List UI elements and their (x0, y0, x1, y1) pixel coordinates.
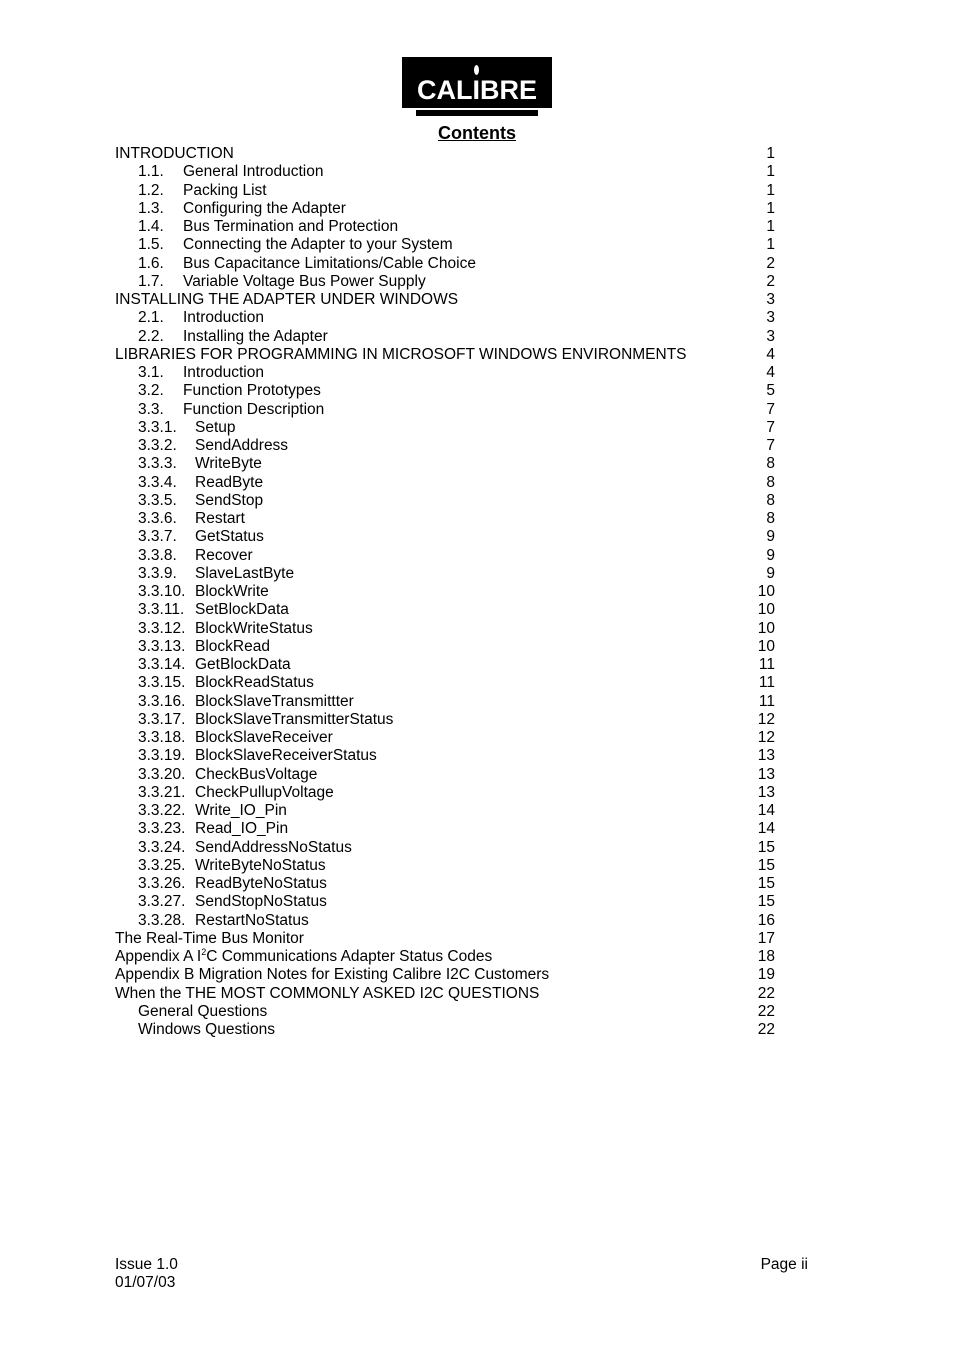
toc-entry-page: 9 (766, 528, 775, 546)
toc-entry-number: 2.2. (138, 327, 164, 345)
toc-entry (115, 145, 775, 163)
toc-entry-page: 13 (757, 765, 775, 783)
toc-entry-label: BlockSlaveTransmittter (195, 692, 354, 710)
toc-entry-number: 3.3.14. (138, 656, 186, 673)
toc-entry-number: 3.3.16. (138, 692, 186, 710)
toc-entry-page: 8 (766, 510, 775, 527)
toc-entry-label (115, 948, 492, 966)
toc-entry-label-part: Appendix A I (115, 948, 202, 965)
toc-entry-number: 3.3.21. (138, 783, 186, 801)
toc-entry (115, 455, 775, 473)
toc-entry-label: Bus Capacitance Limitations/Cable Choice (183, 254, 476, 272)
toc-entry-label: INSTALLING THE ADAPTER UNDER WINDOWS (115, 291, 459, 308)
toc-entry-number: 3.3.18. (138, 729, 186, 746)
toc-entry-page: 22 (757, 1002, 775, 1020)
toc-entry-label: Read_IO_Pin (195, 820, 289, 838)
toc-entry-label: SendAddressNoStatus (195, 838, 352, 856)
toc-entry-number: 3.3.7. (138, 528, 177, 546)
toc-entry-page: 12 (757, 729, 775, 746)
toc-entry (115, 364, 775, 382)
toc-entry-number: 3.3.26. (138, 875, 186, 892)
toc-entry (115, 255, 775, 273)
toc-entry-number: 1.3. (138, 199, 164, 217)
toc-entry (115, 985, 775, 1003)
toc-entry (115, 802, 775, 820)
toc-entry-page: 22 (757, 1021, 775, 1038)
toc-entry-number: 1.2. (138, 181, 164, 199)
toc-entry-label: SetBlockData (195, 601, 289, 619)
toc-entry-number: 3.3.19. (138, 747, 186, 765)
toc-entry-label: INTRODUCTION (115, 145, 234, 162)
toc-entry-page: 15 (757, 838, 775, 856)
toc-entry-page: 1 (766, 236, 775, 254)
toc-entry-label: SendStop (195, 491, 264, 509)
toc-entry (115, 437, 775, 455)
toc-entry (115, 693, 775, 711)
toc-entry-number: 3.3.12. (138, 619, 186, 637)
toc-entry (115, 382, 775, 400)
toc-entry-page: 2 (766, 272, 775, 290)
table-of-contents (115, 145, 775, 1039)
toc-entry-label: BlockReadStatus (195, 674, 314, 692)
toc-entry-number: 3.3.9. (138, 564, 177, 582)
toc-entry-page: 3 (766, 309, 775, 327)
toc-entry-number: 3.1. (138, 364, 164, 381)
toc-entry-number: 3.3. (138, 400, 164, 418)
toc-entry-number: 3.3.28. (138, 911, 186, 929)
toc-entry (115, 638, 775, 656)
toc-entry (115, 218, 775, 236)
toc-entry-label: BlockSlaveReceiverStatus (195, 747, 377, 765)
toc-entry-page: 15 (757, 875, 775, 892)
toc-entry-page: 8 (766, 491, 775, 509)
toc-entry-page: 13 (757, 783, 775, 801)
footer-page-number: Page ii (760, 1256, 808, 1273)
toc-entry-label: BlockSlaveReceiver (195, 729, 333, 746)
toc-entry-label: CheckBusVoltage (195, 765, 318, 783)
toc-entry-number: 3.3.24. (138, 838, 186, 856)
toc-entry (115, 729, 775, 747)
toc-entry-page: 1 (766, 218, 775, 235)
toc-entry-page: 1 (766, 181, 775, 199)
toc-entry-label: Function Prototypes (183, 382, 321, 400)
toc-entry-number: 3.3.27. (138, 893, 186, 911)
toc-entry-number: 3.3.1. (138, 418, 177, 436)
toc-entry-label-part: C Communications Adapter Status Codes (206, 948, 493, 965)
toc-entry-label: General Introduction (183, 163, 324, 181)
toc-entry-page: 11 (758, 692, 775, 710)
toc-entry (115, 875, 775, 893)
toc-entry-label: Packing List (183, 181, 267, 199)
toc-entry-page: 13 (757, 747, 775, 765)
toc-entry-page: 17 (757, 929, 775, 947)
toc-entry-number: 1.6. (138, 254, 164, 272)
footer-issue: Issue 1.0 (115, 1256, 178, 1273)
toc-entry-number: 3.3.8. (138, 546, 177, 564)
toc-entry-label: Setup (195, 418, 236, 436)
toc-entry-label: Introduction (183, 364, 264, 381)
toc-entry-page: 14 (757, 820, 775, 838)
toc-entry-page: 7 (766, 400, 775, 418)
toc-entry (115, 474, 775, 492)
toc-entry-number: 1.7. (138, 272, 164, 290)
toc-entry (115, 620, 775, 638)
toc-entry-number: 3.3.6. (138, 510, 177, 527)
toc-entry-number: 1.4. (138, 218, 164, 235)
toc-entry (115, 766, 775, 784)
footer-date: 01/07/03 (115, 1274, 176, 1291)
toc-entry (115, 656, 775, 674)
toc-entry (115, 200, 775, 218)
toc-entry-page: 2 (766, 254, 775, 272)
toc-entry (115, 547, 775, 565)
toc-entry-label: CheckPullupVoltage (195, 783, 334, 801)
toc-entry-label: Connecting the Adapter to your System (183, 236, 453, 254)
toc-entry-label: RestartNoStatus (195, 911, 309, 929)
toc-entry (115, 510, 775, 528)
toc-entry-number: 3.3.5. (138, 491, 177, 509)
toc-entry-page: 10 (757, 601, 775, 619)
toc-entry-page: 4 (766, 364, 775, 381)
toc-entry-page: 22 (757, 984, 775, 1002)
toc-entry-number: 3.2. (138, 382, 164, 400)
toc-entry-number: 3.3.22. (138, 802, 186, 819)
toc-entry-label: When the THE MOST COMMONLY ASKED I2C QUESTIONS (115, 984, 540, 1002)
toc-entry-number: 3.3.17. (138, 710, 186, 728)
toc-entry-label: WriteByte (195, 455, 262, 473)
toc-entry-label: BlockWrite (195, 583, 269, 600)
calibre-logo (402, 57, 552, 108)
toc-entry (115, 1003, 775, 1021)
logo-underbar (416, 110, 538, 116)
toc-entry (115, 291, 775, 309)
toc-entry-label: Windows Questions (138, 1021, 275, 1038)
footer-left (115, 1256, 178, 1292)
toc-entry-number: 3.3.11. (138, 601, 185, 619)
toc-entry-label: Configuring the Adapter (183, 199, 346, 217)
toc-entry-number: 3.3.4. (138, 473, 177, 491)
toc-entry (115, 948, 775, 966)
toc-entry-label: Recover (195, 546, 253, 564)
toc-entry-page: 1 (766, 199, 775, 217)
toc-entry (115, 912, 775, 930)
toc-entry-number: 3.3.15. (138, 674, 186, 692)
toc-entry-label: Restart (195, 510, 245, 527)
toc-entry-label: Appendix B Migration Notes for Existing Calibre I2C Customers (115, 966, 550, 984)
toc-entry (115, 273, 775, 291)
toc-entry-number: 3.3.13. (138, 637, 186, 655)
toc-entry (115, 674, 775, 692)
toc-entry (115, 857, 775, 875)
toc-entry-page: 1 (766, 163, 775, 181)
toc-entry-page: 16 (757, 911, 775, 929)
toc-entry (115, 1021, 775, 1039)
toc-entry-label: SendStopNoStatus (195, 893, 327, 911)
toc-entry-page: 8 (766, 455, 775, 473)
toc-entry-label: Variable Voltage Bus Power Supply (183, 272, 426, 290)
toc-entry (115, 346, 775, 364)
toc-entry-page: 11 (758, 656, 775, 673)
toc-entry-number: 1.1. (138, 163, 164, 181)
toc-entry-number: 3.3.23. (138, 820, 186, 838)
toc-entry (115, 163, 775, 181)
toc-entry-page: 12 (757, 710, 775, 728)
toc-entry-page: 5 (766, 382, 775, 400)
toc-entry (115, 839, 775, 857)
toc-entry-page: 3 (766, 291, 775, 308)
toc-entry-page: 1 (766, 145, 775, 162)
toc-entry (115, 747, 775, 765)
toc-entry-page: 9 (766, 546, 775, 564)
toc-entry-page: 14 (757, 802, 775, 819)
contents-title: Contents (438, 123, 516, 143)
toc-entry-page: 8 (766, 473, 775, 491)
toc-entry-label: BlockSlaveTransmitterStatus (195, 710, 394, 728)
toc-entry-page: 10 (757, 583, 775, 600)
toc-entry (115, 492, 775, 510)
toc-entry-number: 3.3.2. (138, 437, 177, 454)
toc-entry-label: Write_IO_Pin (195, 802, 287, 819)
toc-entry (115, 784, 775, 802)
toc-entry-page: 3 (766, 327, 775, 345)
toc-entry (115, 419, 775, 437)
toc-entry-page: 10 (757, 619, 775, 637)
toc-entry-label: Bus Termination and Protection (183, 218, 399, 235)
toc-entry-label: The Real-Time Bus Monitor (115, 929, 304, 947)
toc-entry (115, 583, 775, 601)
toc-entry (115, 328, 775, 346)
toc-entry (115, 565, 775, 583)
toc-entry-label: Installing the Adapter (183, 327, 328, 345)
toc-entry-page: 15 (757, 893, 775, 911)
toc-entry-label: ReadByteNoStatus (195, 875, 327, 892)
toc-entry (115, 309, 775, 327)
logo-text: CALIBRE (417, 75, 537, 105)
toc-entry-label: ReadByte (195, 473, 264, 491)
toc-entry-number: 3.3.25. (138, 856, 186, 874)
toc-entry-page: 7 (766, 437, 775, 454)
toc-entry-number: 3.3.10. (138, 583, 186, 600)
toc-entry-label: BlockRead (195, 637, 270, 655)
toc-entry-label: GetBlockData (195, 656, 291, 673)
toc-entry-label: WriteByteNoStatus (195, 856, 326, 874)
toc-entry-page: 4 (766, 345, 775, 363)
toc-entry (115, 401, 775, 419)
toc-entry-page: 11 (758, 674, 775, 692)
toc-entry (115, 966, 775, 984)
toc-entry-page: 15 (757, 856, 775, 874)
toc-entry-label: General Questions (138, 1002, 268, 1020)
toc-entry (115, 820, 775, 838)
toc-entry-page: 9 (766, 564, 775, 582)
toc-entry-number: 3.3.20. (138, 765, 186, 783)
toc-entry-page: 10 (757, 637, 775, 655)
toc-entry-page: 19 (757, 966, 775, 984)
toc-entry-label: SendAddress (195, 437, 289, 454)
toc-entry-page: 7 (766, 418, 775, 436)
toc-entry (115, 528, 775, 546)
toc-entry (115, 601, 775, 619)
toc-entry (115, 182, 775, 200)
toc-entry-number: 2.1. (138, 309, 164, 327)
toc-entry-number: 1.5. (138, 236, 164, 254)
toc-entry (115, 236, 775, 254)
toc-entry-page: 18 (757, 948, 775, 965)
toc-entry-label: LIBRARIES FOR PROGRAMMING IN MICROSOFT WINDOWS ENVIRONMENTS (115, 345, 687, 363)
toc-entry (115, 893, 775, 911)
toc-entry (115, 711, 775, 729)
toc-entry-label: SlaveLastByte (195, 564, 295, 582)
toc-entry (115, 930, 775, 948)
toc-entry-superscript: 2 (201, 947, 207, 957)
toc-entry-number: 3.3.3. (138, 455, 177, 473)
toc-entry-label: GetStatus (195, 528, 264, 546)
toc-entry-label: BlockWriteStatus (195, 619, 313, 637)
toc-entry-label: Introduction (183, 309, 264, 327)
toc-entry-label: Function Description (183, 400, 325, 418)
